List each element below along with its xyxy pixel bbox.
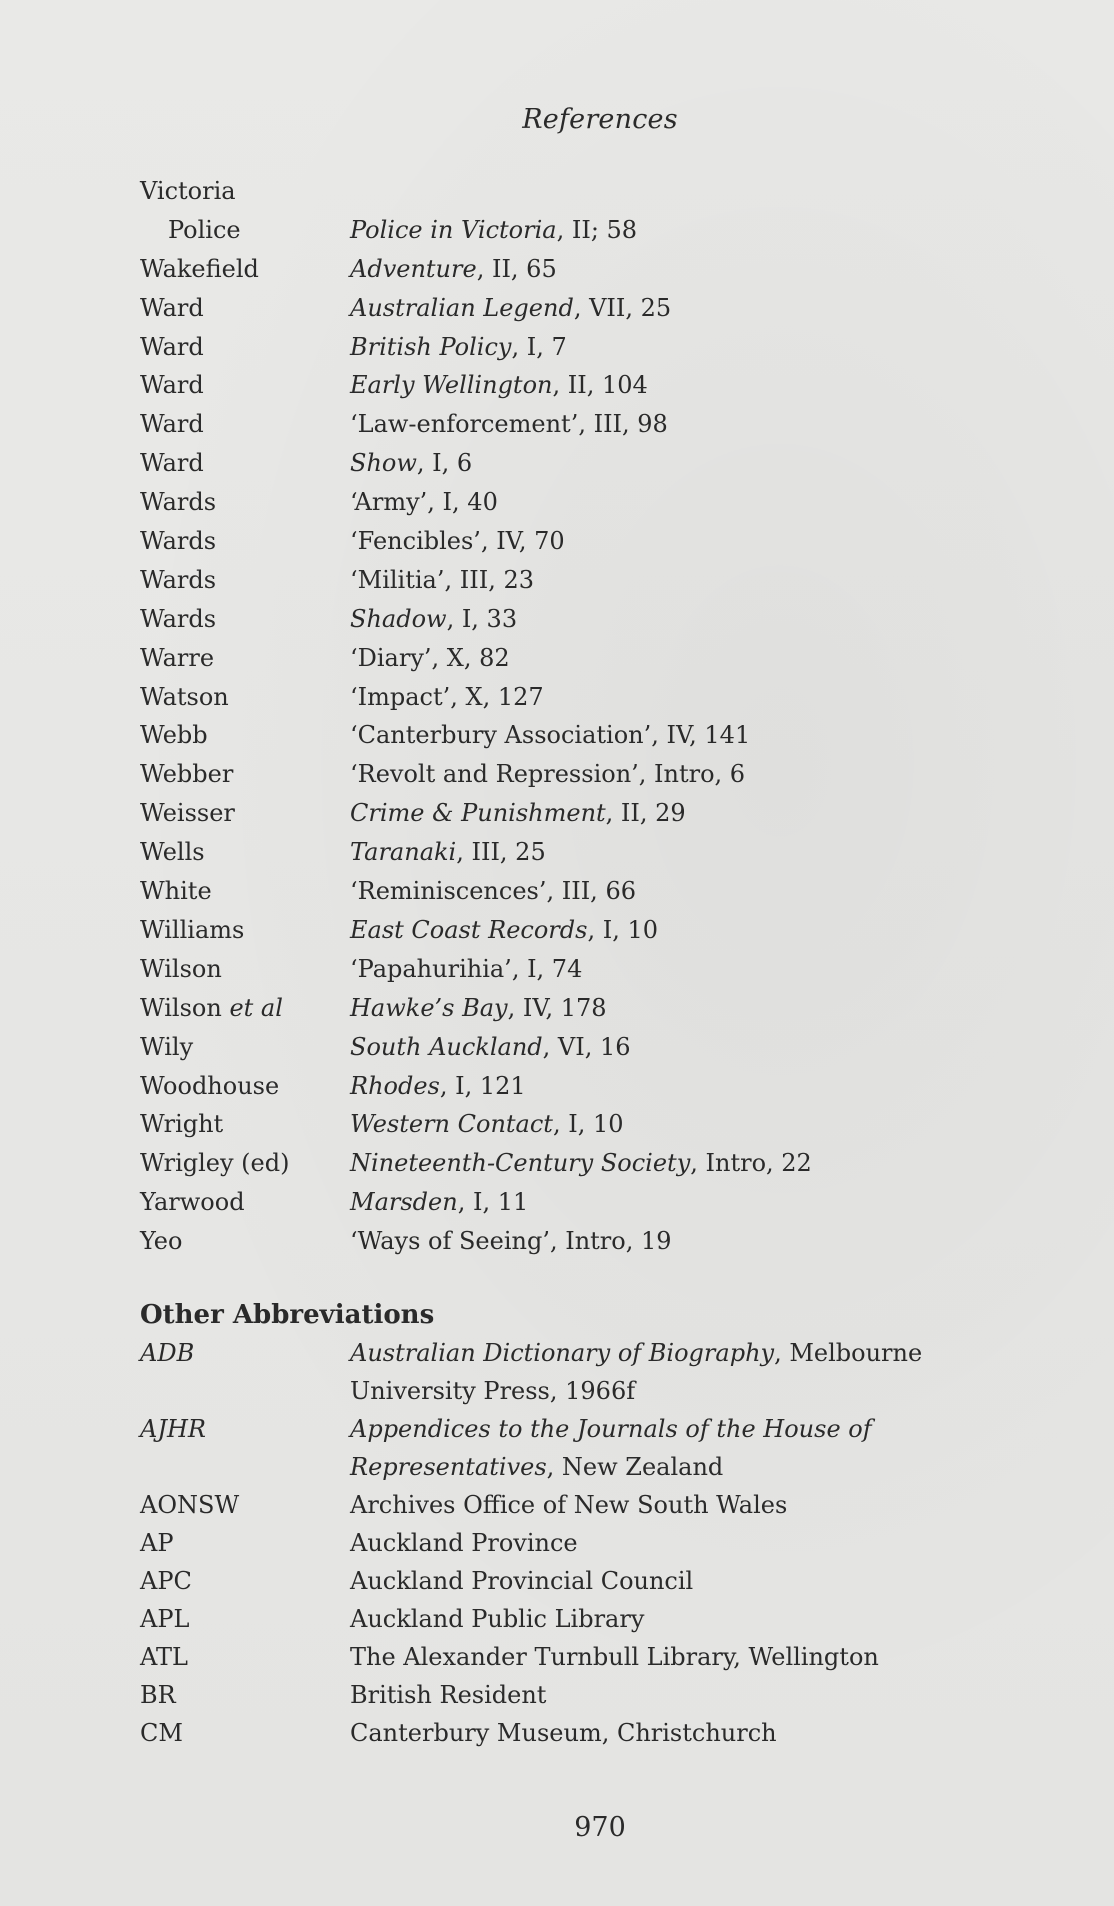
reference-citation: Nineteenth-Century Society, Intro, 22 — [350, 1149, 812, 1178]
abbreviation-definition: Auckland Provincial Council — [350, 1567, 694, 1595]
abbreviation-key: CM — [140, 1719, 183, 1747]
reference-entry — [140, 328, 1040, 367]
reference-author: Wards — [140, 527, 217, 556]
page-number: 970 — [574, 1812, 626, 1843]
abbreviations-heading: Other Abbreviations — [140, 1300, 435, 1330]
reference-citation: Shadow, I, 33 — [350, 604, 518, 633]
reference-author: Ward — [140, 449, 204, 478]
reference-author: Wells — [140, 838, 205, 867]
reference-entry — [140, 444, 1040, 483]
reference-entry — [140, 1067, 1040, 1106]
reference-author: Wards — [140, 565, 217, 594]
abbreviation-key: ATL — [140, 1643, 188, 1671]
reference-citation: ‘Fencibles’, IV, 70 — [350, 527, 565, 556]
reference-entry — [140, 522, 1040, 561]
reference-entry — [140, 250, 1040, 289]
reference-author: Watson — [140, 682, 229, 711]
reference-entry — [140, 1183, 1040, 1222]
reference-entry — [140, 833, 1040, 872]
reference-entry — [140, 561, 1040, 600]
reference-entry — [140, 716, 1040, 755]
reference-entry — [140, 1144, 1040, 1183]
abbreviation-entry — [140, 1524, 1040, 1562]
reference-entry — [140, 366, 1040, 405]
abbreviations-list — [140, 1334, 1040, 1752]
reference-author: Wilson — [140, 954, 222, 983]
reference-entry — [140, 911, 1040, 950]
reference-author: Victoria Police — [140, 177, 241, 244]
reference-entry — [140, 1028, 1040, 1067]
reference-author: Webb — [140, 721, 208, 750]
reference-citation: Rhodes, I, 121 — [350, 1071, 526, 1100]
reference-citation: Marsden, I, 11 — [350, 1188, 529, 1217]
abbreviation-entry — [140, 1562, 1040, 1600]
reference-author: Yarwood — [140, 1188, 245, 1217]
reference-citation: Show, I, 6 — [350, 449, 473, 478]
reference-citation: ‘Diary’, X, 82 — [350, 643, 510, 672]
abbreviation-definition: Archives Office of New South Wales — [350, 1491, 788, 1519]
reference-author: Wily — [140, 1032, 194, 1061]
abbreviation-entry — [140, 1600, 1040, 1638]
reference-author: Ward — [140, 371, 204, 400]
reference-citation: Australian Legend, VII, 25 — [350, 293, 672, 322]
abbreviation-key: APC — [140, 1567, 192, 1595]
reference-entry — [140, 989, 1040, 1028]
abbreviation-key: AONSW — [140, 1491, 240, 1519]
reference-entry — [140, 289, 1040, 328]
reference-author: White — [140, 877, 212, 906]
reference-entry — [140, 639, 1040, 678]
reference-author: Wrigley (ed) — [140, 1149, 290, 1178]
reference-entry — [140, 950, 1040, 989]
reference-entry — [140, 872, 1040, 911]
reference-citation: ‘Reminiscences’, III, 66 — [350, 877, 636, 906]
abbreviation-key: AJHR — [140, 1415, 206, 1443]
abbreviation-key: APL — [140, 1605, 190, 1633]
reference-citation: Adventure, II, 65 — [350, 254, 557, 283]
reference-citation: ‘Canterbury Association’, IV, 141 — [350, 721, 751, 750]
reference-author: Ward — [140, 332, 204, 361]
abbreviation-entry — [140, 1410, 1040, 1486]
reference-citation: Hawke’s Bay, IV, 178 — [350, 993, 607, 1022]
reference-citation: Taranaki, III, 25 — [350, 838, 546, 867]
abbreviation-entry — [140, 1714, 1040, 1752]
abbreviation-definition: Appendices to the Journals of the House of Representatives, New Zealand — [350, 1415, 872, 1481]
abbreviation-definition: Auckland Public Library — [350, 1605, 645, 1633]
reference-author: Ward — [140, 410, 204, 439]
reference-author: Wards — [140, 488, 217, 517]
abbreviation-definition: Auckland Province — [350, 1529, 578, 1557]
reference-citation: ‘Law-enforcement’, III, 98 — [350, 410, 668, 439]
abbreviation-entry — [140, 1486, 1040, 1524]
reference-entry — [140, 794, 1040, 833]
reference-citation: ‘Army’, I, 40 — [350, 488, 498, 517]
abbreviation-entry — [140, 1676, 1040, 1714]
reference-citation: ‘Papahurihia’, I, 74 — [350, 954, 583, 983]
reference-author: Wright — [140, 1110, 224, 1139]
abbreviation-key: BR — [140, 1681, 176, 1709]
reference-entry — [140, 600, 1040, 639]
reference-author: Wakefield — [140, 254, 259, 283]
abbreviation-key: ADB — [140, 1339, 195, 1367]
reference-author: Woodhouse — [140, 1071, 280, 1100]
reference-citation: East Coast Records, I, 10 — [350, 915, 658, 944]
abbreviation-definition: British Resident — [350, 1681, 547, 1709]
reference-author: Ward — [140, 293, 204, 322]
reference-entry — [140, 172, 1040, 250]
reference-citation: ‘Ways of Seeing’, Intro, 19 — [350, 1227, 672, 1256]
abbreviation-definition: Canterbury Museum, Christchurch — [350, 1719, 777, 1747]
reference-entry — [140, 755, 1040, 794]
reference-citation: ‘Militia’, III, 23 — [350, 565, 534, 594]
abbreviation-key: AP — [140, 1529, 174, 1557]
reference-entry — [140, 1105, 1040, 1144]
reference-author: Weisser — [140, 799, 235, 828]
abbreviation-entry — [140, 1638, 1040, 1676]
running-head: References — [522, 104, 678, 135]
reference-entry — [140, 1222, 1040, 1261]
reference-author: Wards — [140, 604, 217, 633]
reference-citation: Crime & Punishment, II, 29 — [350, 799, 686, 828]
reference-citation: Early Wellington, II, 104 — [350, 371, 648, 400]
reference-citation: ‘Impact’, X, 127 — [350, 682, 544, 711]
reference-citation: British Policy, I, 7 — [350, 332, 567, 361]
reference-entry — [140, 483, 1040, 522]
reference-entry — [140, 678, 1040, 717]
reference-citation: ‘Revolt and Repression’, Intro, 6 — [350, 760, 746, 789]
abbreviation-definition: Australian Dictionary of Biography, Melbourne University Press, 1966f — [350, 1339, 923, 1405]
reference-citation: Western Contact, I, 10 — [350, 1110, 624, 1139]
abbreviation-entry — [140, 1334, 1040, 1410]
reference-entry — [140, 405, 1040, 444]
abbreviation-definition: The Alexander Turnbull Library, Wellington — [350, 1643, 879, 1671]
reference-citation: Police in Victoria, II; 58 — [350, 215, 638, 244]
references-list — [140, 172, 1040, 1261]
reference-author: Warre — [140, 643, 215, 672]
reference-author: Yeo — [140, 1227, 183, 1256]
reference-author: Wilson et al — [140, 993, 283, 1022]
reference-citation: South Auckland, VI, 16 — [350, 1032, 631, 1061]
reference-author: Webber — [140, 760, 234, 789]
reference-author: Williams — [140, 915, 245, 944]
